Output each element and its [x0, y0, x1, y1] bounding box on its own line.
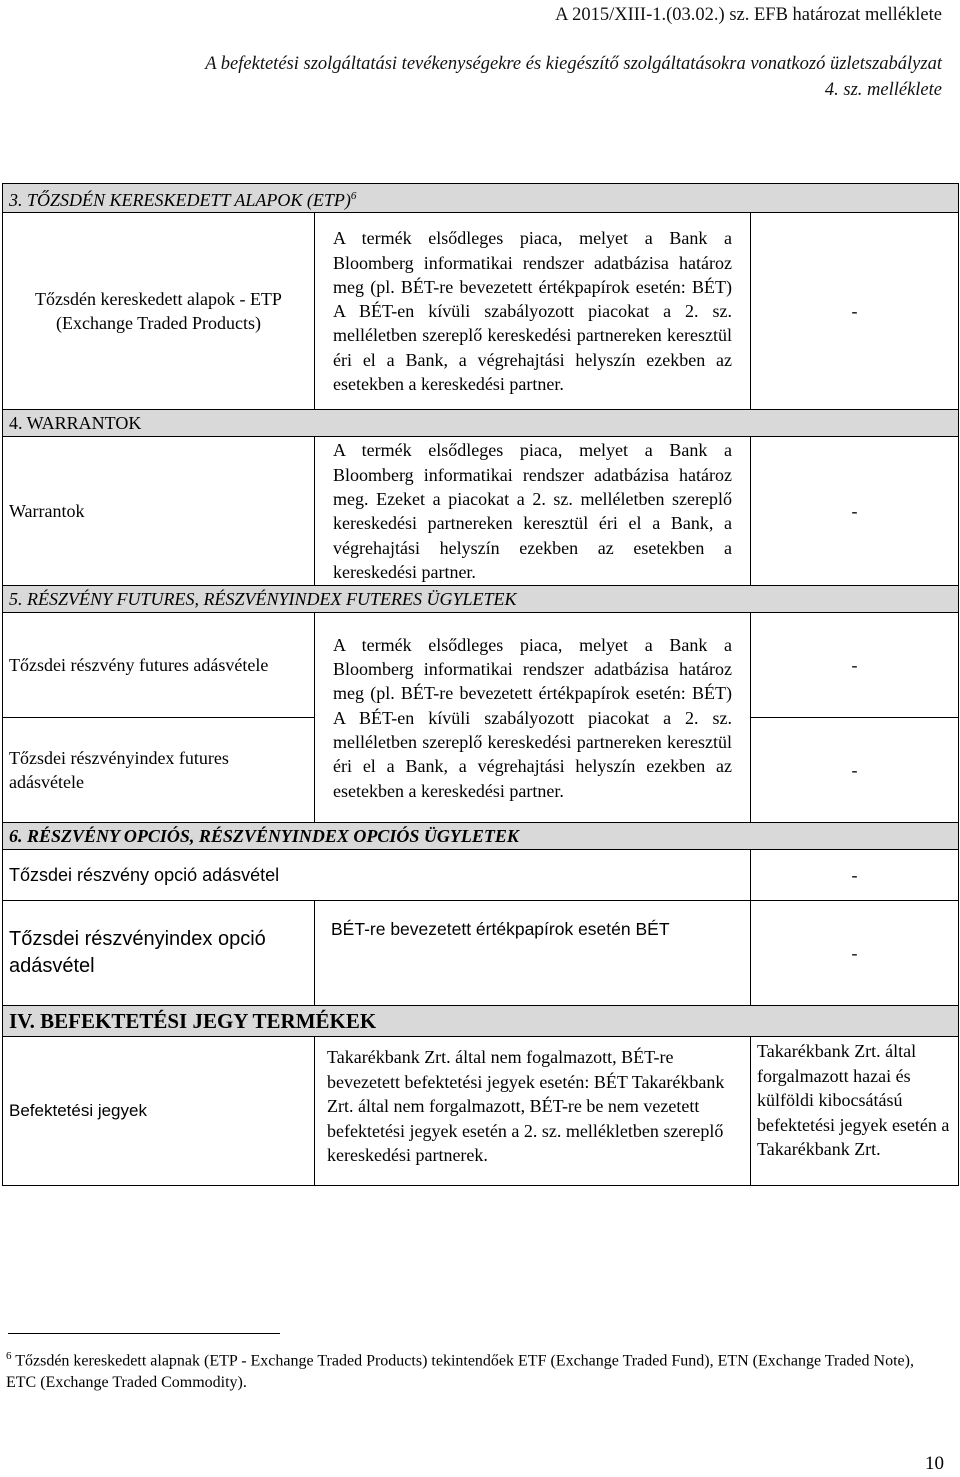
section-5-header — [3, 586, 959, 613]
section-5-title: 5. RÉSZVÉNY FUTURES, RÉSZVÉNYINDEX FUTERES ÜGYLETEK — [3, 586, 959, 613]
warrant-description-cell — [315, 437, 751, 586]
table-row-futures-1 — [3, 613, 959, 718]
warrant-product-cell — [3, 437, 315, 586]
etp-value: - — [851, 301, 858, 322]
options-value-1: - — [851, 865, 858, 886]
warrant-product: Warrantok — [9, 501, 85, 522]
funds-description-cell — [315, 1037, 751, 1186]
funds-value-cell — [751, 1037, 959, 1186]
footnote-separator — [8, 1333, 280, 1334]
header-resolution: A 2015/XIII-1.(03.02.) sz. EFB határozat melléklete — [555, 5, 942, 25]
section-6-header — [3, 823, 959, 850]
funds-product-cell — [3, 1037, 315, 1186]
section-iv-title: IV. BEFEKTETÉSI JEGY TERMÉKEK — [3, 1006, 959, 1037]
futures-product-2: Tőzsdei részvényindex futures adásvétele — [9, 748, 229, 793]
section-6-title: 6. RÉSZVÉNY OPCIÓS, RÉSZVÉNYINDEX OPCIÓS ÜGYLETEK — [3, 823, 959, 850]
futures-value-2: - — [851, 760, 858, 781]
futures-value-2-cell — [751, 718, 959, 823]
header-regulation-title: A befektetési szolgáltatási tevékenységekre és kiegészítő szolgáltatásokra vonatkozó üzletszabályzat — [205, 54, 942, 74]
etp-product: Tőzsdén kereskedett alapok - ETP (Exchange Traded Products) — [35, 289, 282, 334]
options-description-2: BÉT-re bevezetett értékpapírok esetén BÉT — [331, 919, 670, 940]
table-row-warrant — [3, 437, 959, 586]
options-value-1-cell — [751, 850, 959, 901]
table-row-options-1 — [3, 850, 959, 901]
table-row-funds — [3, 1037, 959, 1186]
funds-product: Befektetési jegyek — [9, 1101, 147, 1121]
etp-description: A termék elsődleges piaca, melyet a Bank a Bloomberg informatikai rendszer adatbázisa határoz meg (pl. BÉT-re bevezetett értékpapírok esetén: BÉT) A BÉT-en kívüli szabályozott piacokat a 2. sz. melléletben szereplő kereskedési partnereken keresztül éri el a Bank, a végrehajtási helyszín ezekben az esetekben a kereskedési partner. — [333, 228, 732, 395]
footnote — [6, 1345, 946, 1394]
section-4-header — [3, 410, 959, 437]
etp-product-cell — [3, 213, 315, 410]
options-product-2-cell — [3, 901, 315, 1006]
warrant-value: - — [851, 501, 858, 522]
options-description-2-cell — [315, 901, 751, 1006]
futures-product-1-cell — [3, 613, 315, 718]
execution-venues-table — [2, 183, 959, 1186]
funds-value: Takarékbank Zrt. által forgalmazott hazai és külföldi kibocsátású befektetési jegyek esetén a Takarékbank Zrt. — [757, 1041, 950, 1160]
funds-description: Takarékbank Zrt. által nem fogalmazott, BÉT-re bevezetett befektetési jegyek esetén: BÉT Takarékbank Zrt. által nem forgalmazott, BÉT-re be nem vezetett befektetési jegyek esetén a 2. sz. mellékletben szereplő kereskedési partnerek. — [327, 1047, 725, 1166]
options-value-2-cell — [751, 901, 959, 1006]
table-row-options-2 — [3, 901, 959, 1006]
options-product-2: Tőzsdei részvényindex opció adásvétel — [9, 928, 266, 978]
section-3-header — [3, 184, 959, 213]
futures-description-cell — [315, 613, 751, 823]
options-value-2: - — [851, 943, 858, 964]
section-iv-header — [3, 1006, 959, 1037]
futures-value-1: - — [851, 655, 858, 676]
warrant-description: A termék elsődleges piaca, melyet a Bank a Bloomberg informatikai rendszer adatbázisa határoz meg. Ezeket a piacokat a 2. sz. melléletben szereplő kereskedési partnereken keresztül éri el a Bank, a végrehajtási helyszín ezekben az esetekben a kereskedési partner. — [333, 440, 732, 582]
footnote-ref: 6 — [350, 190, 357, 202]
section-4-title: 4. WARRANTOK — [3, 410, 959, 437]
futures-product-2-cell — [3, 718, 315, 823]
options-product-1-cell — [3, 850, 751, 901]
options-product-1: Tőzsdei részvény opció adásvétel — [9, 865, 280, 886]
etp-value-cell — [751, 213, 959, 410]
header-annex-number: 4. sz. melléklete — [824, 80, 942, 100]
futures-description: A termék elsődleges piaca, melyet a Bank a Bloomberg informatikai rendszer adatbázisa határoz meg (pl. BÉT-re bevezetett értékpapírok esetén: BÉT) A BÉT-en kívüli szabályozott piacokat a 2. sz. melléletben szereplő kereskedési partnereken keresztül éri el a Bank, a végrehajtási helyszín ezekben az esetekben a kereskedési partner. — [333, 634, 732, 801]
table-row-etp — [3, 213, 959, 410]
footnote-text: Tőzsdén kereskedett alapnak (ETP - Exchange Traded Products) tekintendőek ETF (Exchange Traded Fund), ETN (Exchange Traded Note), ETC (Exchange Traded Commodity). — [6, 1352, 914, 1392]
section-3-title: 3. TŐZSDÉN KERESKEDETT ALAPOK (ETP) — [9, 190, 351, 210]
warrant-value-cell — [751, 437, 959, 586]
futures-product-1: Tőzsdei részvény futures adásvétele — [9, 655, 269, 676]
page-number: 10 — [925, 1453, 944, 1474]
etp-description-cell — [315, 213, 751, 410]
footnote-number: 6 — [6, 1350, 12, 1362]
futures-value-1-cell — [751, 613, 959, 718]
